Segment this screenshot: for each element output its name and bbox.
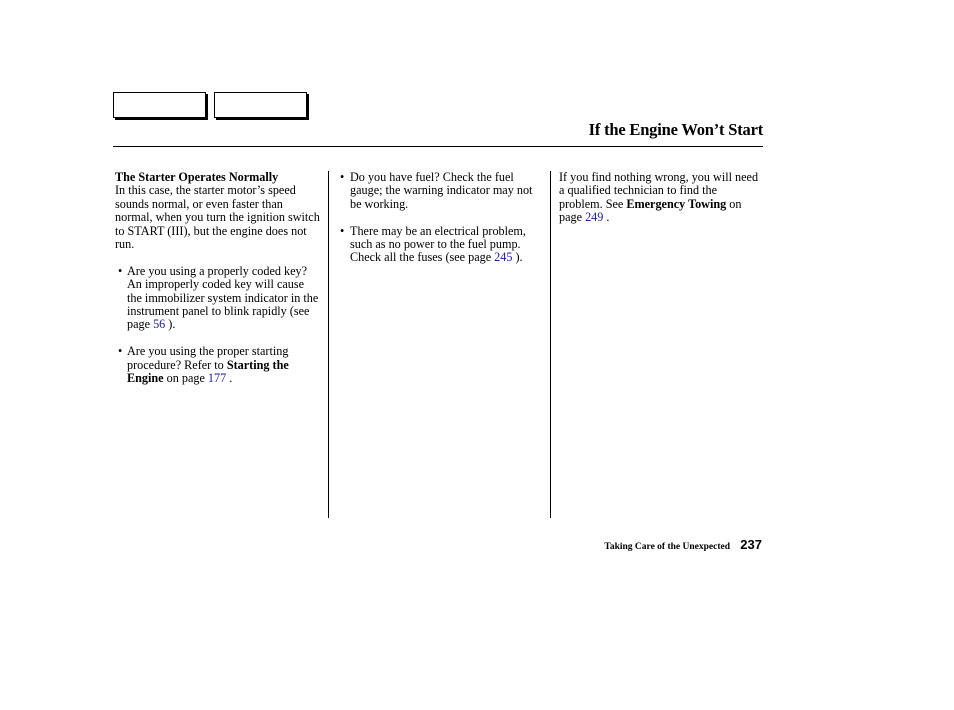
- list-item: • Do you have fuel? Check the fuel gauge; the warning indicator may not be working.: [340, 170, 533, 211]
- column-divider: [550, 171, 551, 518]
- nav-button-previous[interactable]: [113, 92, 206, 118]
- page-link-249[interactable]: 249: [585, 210, 604, 225]
- page-link-177[interactable]: 177: [207, 371, 227, 386]
- page-title: If the Engine Won’t Start: [588, 120, 763, 139]
- list-item: • There may be an electrical problem, such as no power to the fuel pump. Check all the fuses (see page 245 ).: [340, 223, 526, 265]
- page-number: 237: [740, 537, 762, 552]
- intro-paragraph: In this case, the starter motor’s speed sounds normal, or even faster than normal, when you turn the ignition switch to START (III), but the engine does not run.: [115, 183, 320, 252]
- column-2: [340, 171, 540, 265]
- cross-reference: Emergency Towing: [626, 196, 727, 211]
- column-3: [559, 171, 759, 225]
- cross-reference: Starting the Engine: [127, 357, 289, 386]
- list-item: • Are you using a properly coded key? An improperly coded key will cause the immobilizer system indicator in the instrument panel to blink rapidly (see page 56 ).: [118, 263, 319, 332]
- section-heading: The Starter Operates Normally: [115, 170, 279, 184]
- column-divider: [328, 171, 329, 518]
- page-link-56[interactable]: 56: [153, 317, 166, 332]
- nav-button-next[interactable]: [214, 92, 307, 118]
- page-link-245[interactable]: 245: [494, 250, 513, 265]
- bullet-icon: •: [118, 263, 123, 278]
- column-1: [115, 171, 321, 385]
- list-item: • Are you using the proper starting procedure? Refer to Starting the Engine on page 177 .: [118, 344, 289, 386]
- footer-section-title: Taking Care of the Unexpected: [604, 542, 730, 552]
- paragraph: If you find nothing wrong, you will need a qualified technician to find the problem. See Emergency Towing on page 249 .: [559, 170, 759, 225]
- title-divider: [113, 146, 763, 147]
- bullet-icon: •: [118, 344, 123, 359]
- bullet-icon: •: [340, 223, 345, 238]
- bullet-icon: •: [340, 170, 345, 184]
